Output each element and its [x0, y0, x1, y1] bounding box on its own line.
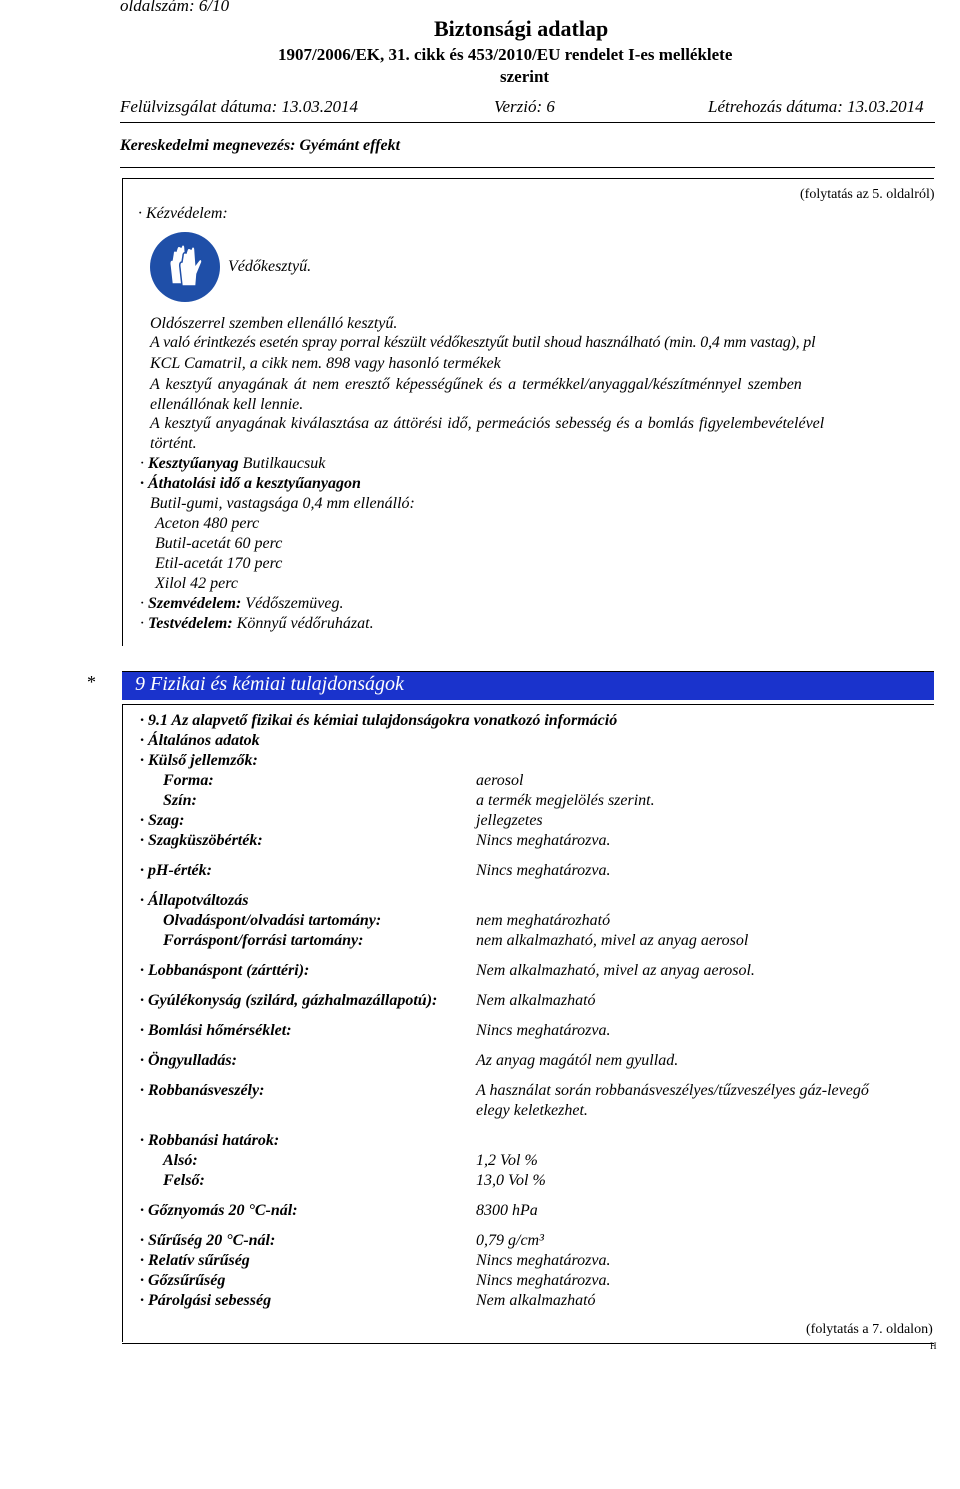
text-line: KCL Camatril, a cikk nem. 898 vagy hasonló termékek	[150, 355, 501, 372]
property-label: · Gőznyomás 20 °C-nál:	[140, 1202, 298, 1219]
property-value: Nem alkalmazható	[476, 1292, 596, 1309]
property-label: · Állapotváltozás	[140, 892, 249, 909]
property-label: · Szagküszöbérték:	[140, 832, 263, 849]
property-value: Nincs meghatározva.	[476, 1272, 611, 1289]
property-label: · Bomlási hőmérséklet:	[140, 1022, 292, 1039]
section8-top-border	[122, 178, 934, 179]
text-line: A kesztyű anyagának át nem eresztő képességűnek és a termékkel/anyaggal/készítménnyel szemben	[150, 376, 802, 393]
property-label: Forráspont/forrási tartomány:	[163, 932, 364, 949]
header-divider	[120, 122, 935, 123]
property-label: · pH-érték:	[140, 862, 212, 879]
text-line: A kesztyű anyagának kiválasztása az áttörési idő, permeációs sebesség és a bomlás figyelembevételével	[150, 415, 825, 432]
property-label: · Öngyulladás:	[140, 1052, 237, 1069]
property-label: Olvadáspont/olvadási tartomány:	[163, 912, 382, 929]
property-label: · Szag:	[140, 812, 185, 829]
trade-name-divider	[120, 167, 935, 168]
continued-from: (folytatás az 5. oldalról)	[800, 187, 935, 202]
property-label: · Gyúlékonyság (szilárd, gázhalmazállapotú):	[140, 992, 438, 1009]
property-value: 0,79 g/cm³	[476, 1232, 544, 1249]
property-value: Nem alkalmazható	[476, 992, 596, 1009]
penetration-item: Xilol 42 perc	[155, 575, 238, 592]
property-value: a termék megjelölés szerint.	[476, 792, 655, 809]
penetration-item: Etil-acetát 170 perc	[155, 555, 283, 572]
glove-caption: Védőkesztyű.	[228, 258, 312, 275]
appearance-label: · Külső jellemzők:	[140, 752, 258, 769]
property-value: nem alkalmazható, mivel az anyag aerosol	[476, 932, 749, 949]
property-value: Nincs meghatározva.	[476, 1022, 611, 1039]
general-data: · Általános adatok	[140, 732, 260, 749]
property-value: aerosol	[476, 772, 524, 789]
property-value: A használat során robbanásveszélyes/tűzveszélyes gáz-levegő	[476, 1082, 869, 1099]
property-label: · Párolgási sebesség	[140, 1292, 272, 1309]
body-protection: · Testvédelem: Könnyű védőruházat.	[140, 615, 374, 632]
document-title: Biztonsági adatlap	[434, 16, 609, 41]
change-marker: *	[87, 672, 96, 692]
regulation-line: 1907/2006/EK, 31. cikk és 453/2010/EU rendelet I-es melléklete	[278, 45, 733, 64]
section9-title: 9 Fizikai és kémiai tulajdonságok	[135, 673, 404, 695]
property-label: · Robbanási határok:	[140, 1132, 280, 1149]
text-line: A való érintkezés esetén spray porral készült védőkesztyűt butil shoud használható (min. 0,4 mm vastag), pl	[150, 334, 816, 351]
property-label: · Gőzsűrűség	[140, 1272, 226, 1289]
property-value: Nincs meghatározva.	[476, 832, 611, 849]
language-mark: H	[930, 1341, 937, 1351]
property-label: Alsó:	[163, 1152, 198, 1169]
property-value: Nem alkalmazható, mivel az anyag aerosol.	[476, 962, 755, 979]
version: Verzió: 6	[494, 97, 555, 116]
glove-icon	[150, 232, 220, 302]
property-value: Nincs meghatározva.	[476, 862, 611, 879]
section9-subtitle: · 9.1 Az alapvető fizikai és kémiai tulajdonságokra vonatkozó információ	[140, 712, 618, 729]
property-label: · Relatív sűrűség	[140, 1252, 250, 1269]
penetration-item: Butil-acetát 60 perc	[155, 535, 283, 552]
property-label: · Lobbanáspont (zárttéri):	[140, 962, 310, 979]
penetration-label: · Áthatolási idő a kesztyűanyagon	[140, 475, 361, 492]
footer-divider	[122, 1343, 934, 1344]
section8-left-border	[122, 178, 123, 646]
continued-on: (folytatás a 7. oldalon)	[806, 1322, 933, 1337]
text-line: Oldószerrel szemben ellenálló kesztyű.	[150, 315, 398, 332]
property-value: elegy keletkezhet.	[476, 1102, 588, 1119]
penetration-intro: Butil-gumi, vastagsága 0,4 mm ellenálló:	[150, 495, 415, 512]
trade-name: Kereskedelmi megnevezés: Gyémánt effekt	[120, 137, 401, 154]
property-value: nem meghatározható	[476, 912, 611, 929]
property-label: Forma:	[163, 772, 214, 789]
revision-date: Felülvizsgálat dátuma: 13.03.2014	[120, 97, 358, 116]
property-value: jellegzetes	[476, 812, 543, 829]
creation-date: Létrehozás dátuma: 13.03.2014	[708, 97, 924, 116]
property-value: 8300 hPa	[476, 1202, 538, 1219]
section9-top-border	[122, 704, 934, 705]
property-value: Nincs meghatározva.	[476, 1252, 611, 1269]
property-label: Szín:	[163, 792, 197, 809]
property-label: · Robbanásveszély:	[140, 1082, 265, 1099]
text-line: ellenállónak kell lennie.	[150, 396, 304, 413]
eye-protection: · Szemvédelem: Védőszemüveg.	[140, 595, 344, 612]
property-label: Felső:	[163, 1172, 205, 1189]
hand-protection-label: · Kézvédelem:	[138, 205, 228, 222]
page-number: oldalszám: 6/10	[120, 0, 230, 15]
property-value: 13,0 Vol %	[476, 1172, 546, 1189]
regulation-suffix: szerint	[500, 67, 550, 86]
section9-left-border	[122, 704, 123, 1342]
penetration-item: Aceton 480 perc	[155, 515, 260, 532]
glove-material: · Kesztyűanyag Butilkaucsuk	[140, 455, 326, 472]
text-line: történt.	[150, 435, 197, 452]
property-label: · Sűrűség 20 °C-nál:	[140, 1232, 276, 1249]
property-value: Az anyag magától nem gyullad.	[476, 1052, 679, 1069]
property-value: 1,2 Vol %	[476, 1152, 538, 1169]
